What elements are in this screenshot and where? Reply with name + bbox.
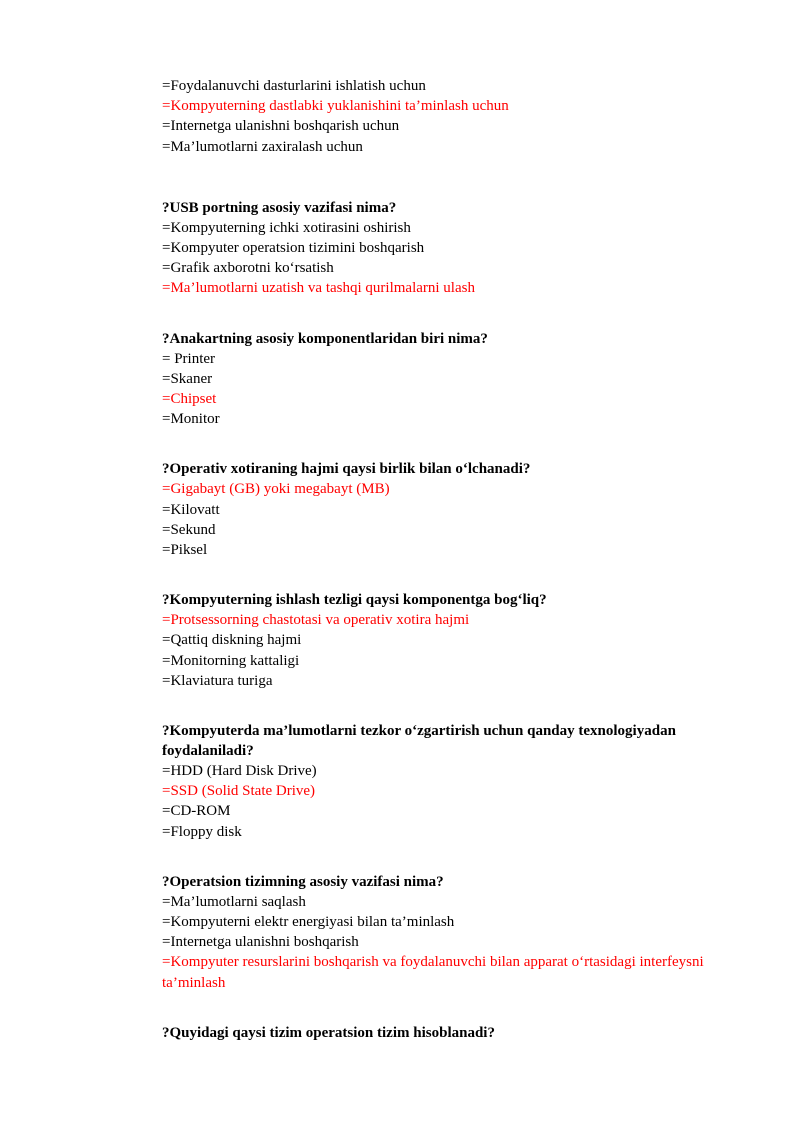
answer-option: =Monitorning kattaligi — [162, 652, 300, 669]
answer-option: =Foydalanuvchi dasturlarini ishlatish uchun — [162, 78, 426, 94]
question-block — [162, 198, 722, 299]
question-text: ?Operativ xotiraning hajmi qaysi birlik bilan o‘lchanadi? — [162, 461, 531, 478]
question-block — [162, 1023, 722, 1043]
correct-answer-option: =Gigabayt (GB) yoki megabayt (MB) — [162, 481, 390, 498]
question-block — [162, 872, 722, 993]
answer-option: =CD-ROM — [162, 803, 231, 820]
question-block — [162, 590, 722, 691]
answer-option: =Internetga ulanishni boshqarish uchun — [162, 118, 400, 135]
question-block — [162, 721, 722, 842]
question-text: ?Anakartning asosiy komponentlaridan biri nima? — [162, 330, 488, 347]
question-block — [162, 329, 722, 430]
question-text: ?Quyidagi qaysi tizim operatsion tizim hisoblanadi? — [162, 1024, 495, 1041]
answer-option: =Klaviatura turiga — [162, 672, 273, 689]
answer-option: =Monitor — [162, 411, 220, 428]
leading-answer-list — [162, 76, 722, 157]
correct-answer-option: =Kompyuterning dastlabki yuklanishini ta’minlash uchun — [162, 98, 509, 115]
question-text: ?Operatsion tizimning asosiy vazifasi nima? — [162, 873, 444, 890]
correct-answer-option: =Chipset — [162, 391, 217, 408]
answer-option: =Kompyuterni elektr energiyasi bilan ta’minlash — [162, 914, 455, 931]
answer-option: =Kompyuter operatsion tizimini boshqarish — [162, 240, 425, 257]
correct-answer-option: =SSD (Solid State Drive) — [162, 783, 316, 800]
answer-option: =Qattiq diskning hajmi — [162, 632, 302, 649]
question-text: ?USB portning asosiy vazifasi nima? — [162, 199, 397, 216]
answer-option: = Printer — [162, 350, 216, 367]
answer-option: =Kilovatt — [162, 501, 220, 518]
question-text: ?Kompyuterning ishlash tezligi qaysi komponentga bog‘liq? — [162, 592, 547, 609]
answer-option: =Sekund — [162, 521, 216, 538]
answer-option: =HDD (Hard Disk Drive) — [162, 763, 317, 780]
answer-option: =Grafik axborotni ko‘rsatish — [162, 260, 334, 277]
answer-option: =Piksel — [162, 542, 208, 559]
document-page — [162, 76, 722, 1043]
question-block — [162, 459, 722, 560]
question-text: ?Kompyuterda ma’lumotlarni tezkor o‘zgartirish uchun qanday texnologiyadan foydalaniladi? — [162, 723, 676, 760]
correct-answer-option: =Kompyuter resurslarini boshqarish va foydalanuvchi bilan apparat o‘rtasidagi interfeysni ta’minlash — [162, 954, 708, 991]
answer-option: =Kompyuterning ichki xotirasini oshirish — [162, 219, 411, 236]
answer-option: =Skaner — [162, 370, 213, 387]
answer-option: =Ma’lumotlarni saqlash — [162, 893, 306, 910]
correct-answer-option: =Ma’lumotlarni uzatish va tashqi qurilmalarni ulash — [162, 280, 475, 297]
answer-option: =Ma’lumotlarni zaxiralash uchun — [162, 138, 363, 155]
answer-option: =Internetga ulanishni boshqarish — [162, 934, 359, 951]
correct-answer-option: =Protsessorning chastotasi va operativ xotira hajmi — [162, 612, 470, 629]
answer-option: =Floppy disk — [162, 823, 242, 840]
